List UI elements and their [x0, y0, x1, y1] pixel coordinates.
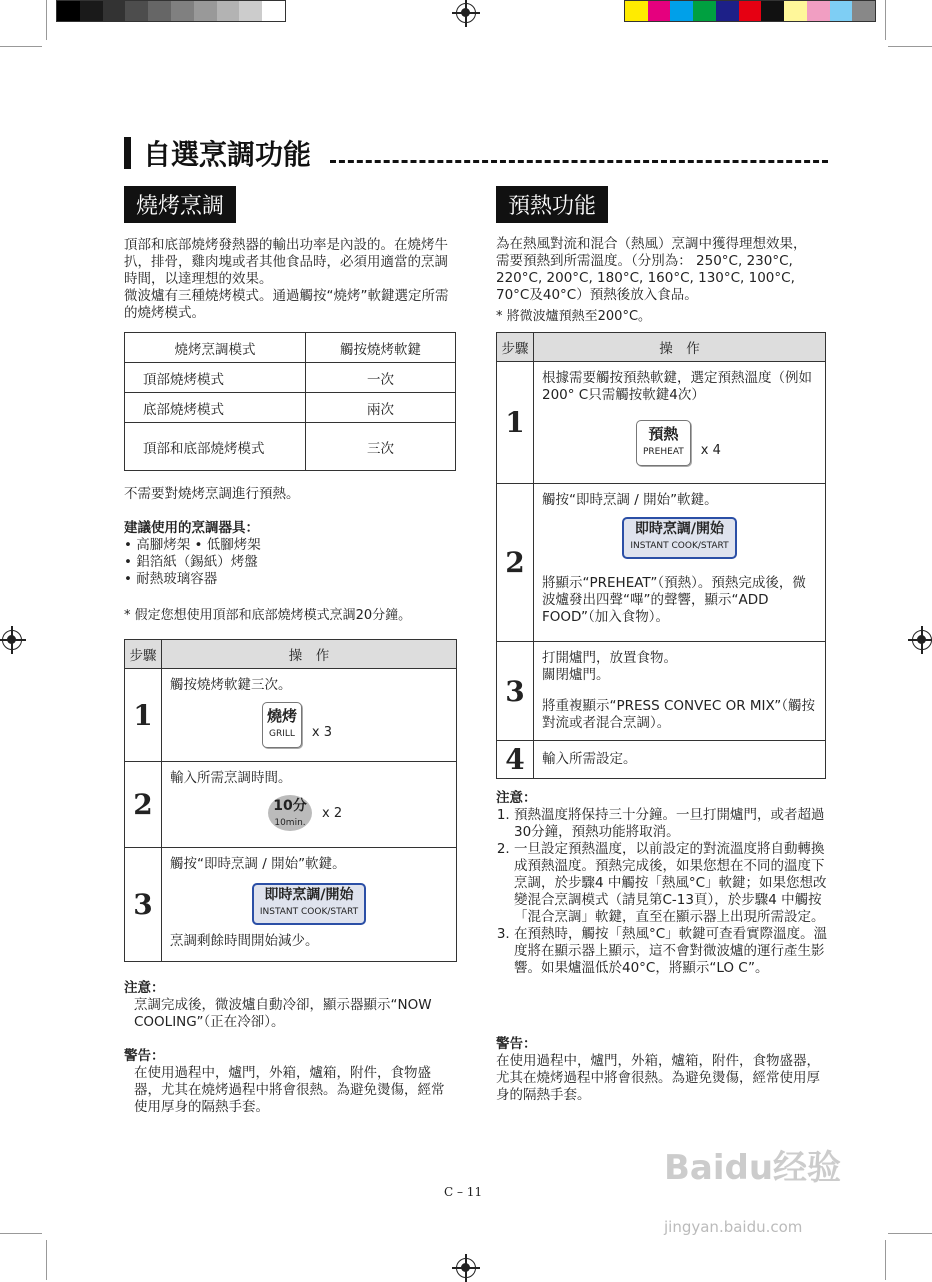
registration-mark-icon [456, 3, 476, 23]
preheat-assumption: * 將微波爐預熱至200°C。 [496, 309, 652, 324]
watermark-url: jingyan.baidu.com [664, 1218, 803, 1236]
step-number: 3 [497, 642, 534, 741]
grill-utensils: 建議使用的烹調器具： • 高腳烤架 • 低腳烤架 • 鋁箔紙（錫紙）烤盤 • 耐熱玻璃容器 [124, 520, 261, 587]
registration-mark-icon [912, 630, 932, 650]
step-body: 打開爐門，放置食物。 關閉爐門。 將重複顯示“PRESS CONVEC OR MIX”（觸按對流或者混合烹調）。 [534, 642, 826, 741]
table-header: 操 作 [534, 333, 826, 362]
title-dashed-rule [330, 160, 828, 163]
grill-section-heading: 燒烤烹調 [124, 186, 236, 223]
step-body: 輸入所需烹調時間。 10分 10min. x 2 [162, 762, 457, 848]
preheat-warning: 警告： 在使用過程中，爐門，外箱，爐箱，附件，食物盛器，尤其在燒烤過程中將會很熱。為避免燙傷，經常使用厚身的隔熱手套。 [496, 1036, 820, 1103]
table-header: 觸按燒烤軟鍵 [306, 333, 456, 363]
crop-mark [0, 1233, 42, 1234]
table-header: 操 作 [162, 640, 457, 669]
list-item: 2. 一旦設定預熱溫度，以前設定的對流溫度將自動轉換成預熱溫度。預熱完成後，如果您想在不同的溫度下烹調，於步驟4 中觸按「熱風°C」軟鍵；如果您想改變混合烹調模式（請見第C-13頁），於步驟4 中觸按「混合烹調」軟鍵，直至在顯示器上出現所需設定。 [514, 841, 828, 926]
preheat-section-heading: 預熱功能 [496, 186, 608, 223]
preheat-intro: 為在熱風對流和混合（熱風）烹調中獲得理想效果，需要預熱到所需溫度。（分別為： 250°C, 230°C, 220°C, 200°C, 180°C, 160°C, 130°C, 100°C, 70°C及40°C）預熱後放入食品。 [496, 236, 807, 303]
table-header: 步驟 [497, 333, 534, 362]
grayscale-color-bar [56, 0, 286, 22]
crop-mark [0, 46, 42, 47]
instant-cook-start-key-icon: 即時烹調/開始 INSTANT COOK/START [622, 517, 736, 559]
page-number: C – 11 [444, 1185, 483, 1199]
title-bar-marker [124, 137, 131, 169]
crop-mark [46, 1240, 47, 1280]
grill-intro: 頂部和底部燒烤發熱器的輸出功率是內設的。在燒烤牛扒，排骨，雞肉塊或者其他食品時，必須用適當的烹調時間，以達理想的效果。 微波爐有三種燒烤模式。通過觸按“燒烤”軟鍵選定所需的燒烤模式。 [124, 237, 449, 321]
watermark-logo: Baidu经验 [664, 1148, 842, 1188]
table-header: 步驟 [125, 640, 162, 669]
grill-warning: 警告： 在使用過程中，爐門，外箱，爐箱，附件，食物盛器，尤其在燒烤過程中將會很熱。為避免燙傷，經常使用厚身的隔熱手套。 [124, 1048, 445, 1115]
list-item: 1. 預熱溫度將保持三十分鐘。一旦打開爐門，或者超過30分鐘，預熱功能將取消。 [514, 807, 828, 841]
table-cell: 三次 [306, 423, 456, 471]
registration-mark-icon [456, 1258, 476, 1278]
step-number: 3 [125, 848, 162, 962]
preheat-notes-list [496, 807, 828, 977]
preheat-key-icon: 預熱 PREHEAT [636, 420, 691, 466]
registration-mark-icon [2, 630, 22, 650]
step-body: 觸按“即時烹調 / 開始”軟鍵。 即時烹調/開始 INSTANT COOK/START 將顯示“PREHEAT”（預熱）。預熱完成後，微波爐發出四聲“嗶”的聲響，顯示“ADD FOOD”（加入食物）。 [534, 484, 826, 642]
crop-mark [888, 46, 932, 47]
step-body: 根據需要觸按預熱軟鍵，選定預熱溫度（例如200° C只需觸按軟鍵4次） 預熱 PREHEAT x 4 [534, 362, 826, 484]
table-cell: 兩次 [306, 393, 456, 423]
crop-mark [885, 0, 886, 40]
preheat-notes: 注意： 1. 預熱溫度將保持三十分鐘。一旦打開爐門，或者超過30分鐘，預熱功能將取消。 2. 一旦設定預熱溫度，以前設定的對流溫度將自動轉換成預熱溫度。預熱完成後，如果您想在不同的溫度下烹調，於步驟4 中觸按「熱風°C」軟鍵；如果您想改變混合烹調模式（請見第C-13頁），於步驟4 中觸按「混合烹調」軟鍵，直至在顯示器上出現所需設定。 3. 在預熱時，觸按「熱風°C」軟鍵可查看實際溫度。溫度將在顯示器上顯示，這不會對微波爐的運行產生影響。如果爐溫低於40°C，將顯示“LO C”。 [496, 790, 828, 977]
crop-mark [888, 1233, 932, 1234]
table-cell: 底部燒烤模式 [125, 393, 306, 423]
list-item: 3. 在預熱時，觸按「熱風°C」軟鍵可查看實際溫度。溫度將在顯示器上顯示，這不會對微波爐的運行產生影響。如果爐溫低於40°C，將顯示“LO C”。 [514, 926, 828, 977]
preheat-steps-table [496, 332, 826, 779]
step-body: 輸入所需設定。 [534, 741, 826, 779]
step-number: 1 [497, 362, 534, 484]
grill-key-icon: 燒烤 GRILL [262, 702, 302, 748]
step-number: 2 [125, 762, 162, 848]
grill-no-preheat: 不需要對燒烤烹調進行預熱。 [124, 486, 300, 502]
step-body: 觸按燒烤軟鍵三次。 燒烤 GRILL x 3 [162, 669, 457, 762]
page-title: 自選烹調功能 [124, 133, 311, 173]
step-number: 4 [497, 741, 534, 779]
step-number: 2 [497, 484, 534, 642]
crop-mark [46, 0, 47, 40]
step-body: 觸按“即時烹調 / 開始”軟鍵。 即時烹調/開始 INSTANT COOK/START 烹調剩餘時間開始減少。 [162, 848, 457, 962]
grill-modes-table [124, 332, 456, 471]
table-cell: 一次 [306, 363, 456, 393]
table-header: 燒烤烹調模式 [125, 333, 306, 363]
crop-mark [885, 1240, 886, 1280]
grill-assumption: * 假定您想使用頂部和底部燒烤模式烹調20分鐘。 [124, 608, 412, 623]
table-cell: 頂部燒烤模式 [125, 363, 306, 393]
grill-steps-table [124, 639, 457, 962]
instant-cook-start-key-icon: 即時烹調/開始 INSTANT COOK/START [252, 883, 366, 925]
table-cell: 頂部和底部燒烤模式 [125, 423, 306, 471]
cmyk-color-bar [624, 0, 876, 22]
grill-note: 注意： 烹調完成後，微波爐自動冷卻，顯示器顯示“NOW COOLING”（正在冷卻）。 [124, 980, 432, 1030]
ten-min-key-icon: 10分 10min. [268, 795, 312, 831]
step-number: 1 [125, 669, 162, 762]
